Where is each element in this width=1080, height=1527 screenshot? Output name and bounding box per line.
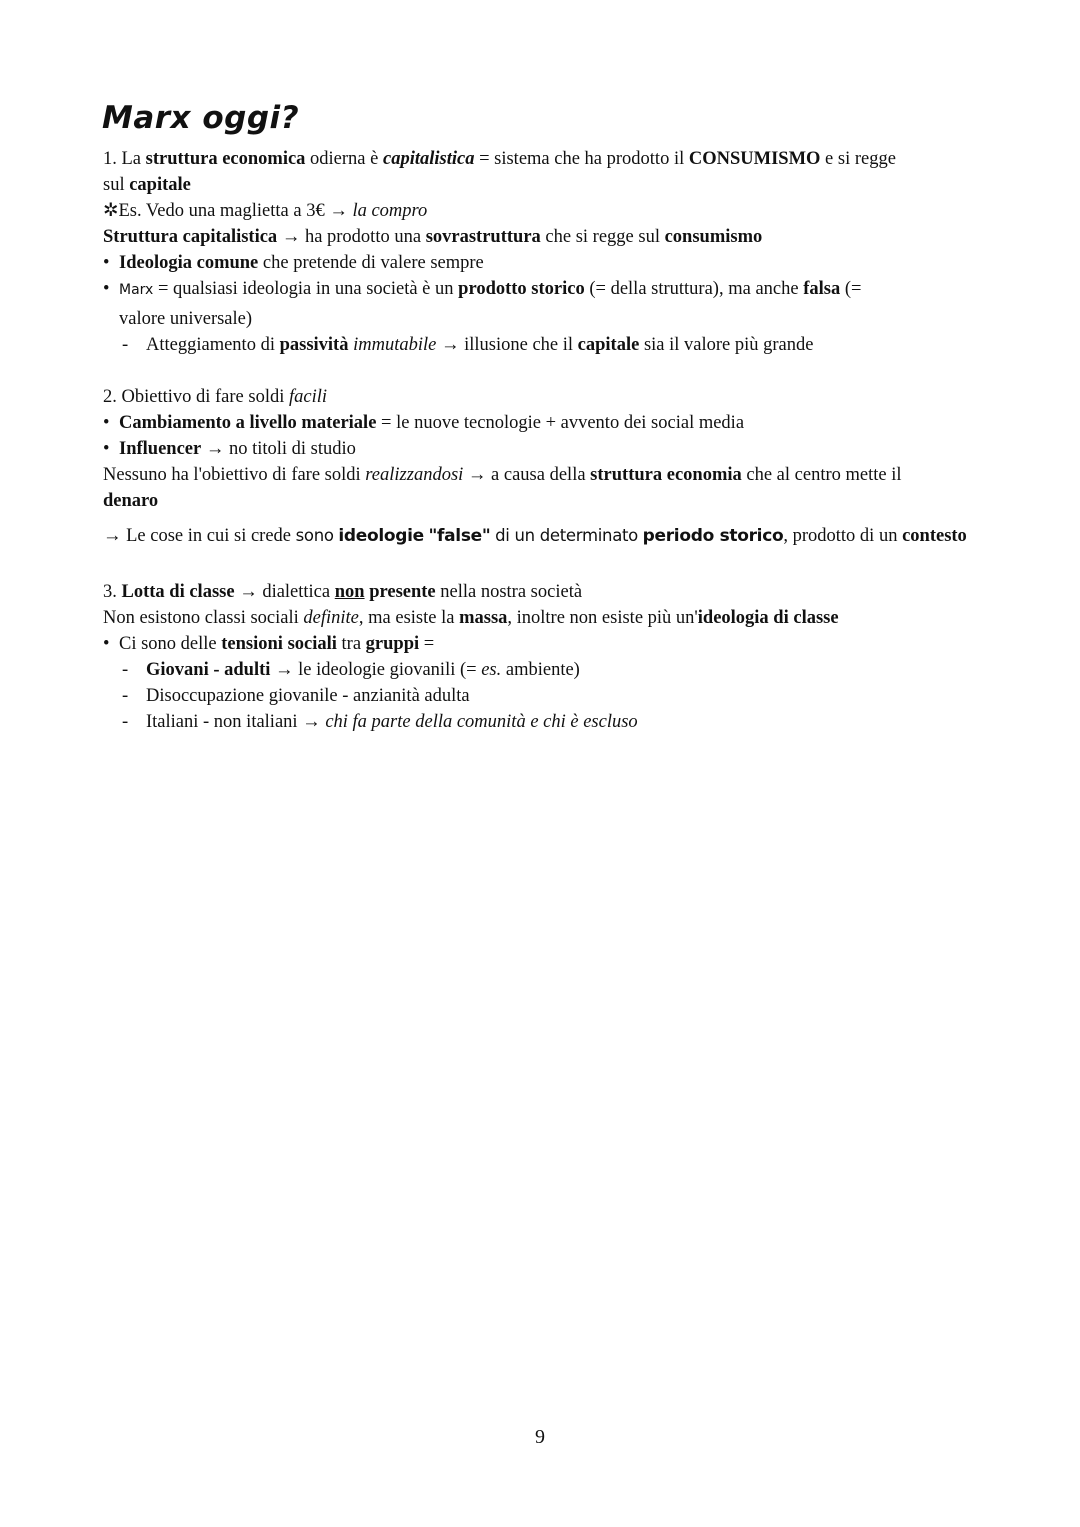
page-title: Marx oggi? bbox=[102, 100, 300, 136]
bullet-icon: • bbox=[103, 439, 110, 459]
structure-line: Struttura capitalistica → ha prodotto una sovrastruttura che si regge sul consumismo bbox=[103, 227, 763, 247]
paragraph-2-line-3: denaro bbox=[103, 491, 159, 511]
paragraph-1-line-2: sul capitale bbox=[103, 175, 191, 195]
bullet-cambiamento: • Cambiamento a livello materiale = le nuove tecnologie + avvento dei social media bbox=[103, 410, 744, 436]
conclusion-line: → Le cose in cui si crede sono ideologie "false" di un determinato periodo storico, prodotto di un contesto bbox=[103, 526, 967, 546]
paragraph-2-line-2: Nessuno ha l'obiettivo di fare soldi realizzandosi → a causa della struttura economia che al centro mette il bbox=[103, 465, 902, 485]
bullet-marx-continued: valore universale) bbox=[119, 309, 253, 329]
dash-icon: - bbox=[122, 686, 129, 706]
paragraph-3-line-1: 3. Lotta di classe → dialettica non presente nella nostra società bbox=[103, 582, 583, 602]
bullet-influencer: • Influencer → no titoli di studio bbox=[103, 436, 356, 462]
paragraph-3-line-2: Non esistono classi sociali definite, ma esiste la massa, inoltre non esiste più un'ideologia di classe bbox=[103, 608, 839, 628]
sub-bullet-disoccupazione: - Disoccupazione giovanile - anzianità adulta bbox=[122, 683, 470, 709]
bullet-icon: • bbox=[103, 634, 110, 654]
dash-icon: - bbox=[122, 712, 129, 732]
bullet-ideologia-comune: • Ideologia comune che pretende di valere sempre bbox=[103, 250, 484, 276]
page-number: 9 bbox=[535, 1426, 545, 1448]
dash-icon: - bbox=[122, 335, 129, 355]
bullet-marx: • Marx = qualsiasi ideologia in una società è un prodotto storico (= della struttura), ma anche falsa (= bbox=[103, 276, 861, 303]
bullet-icon: • bbox=[103, 279, 110, 299]
paragraph-1-line-1: 1. La struttura economica odierna è capitalistica = sistema che ha prodotto il CONSUMISMO e si regge bbox=[103, 149, 896, 169]
example-line: ✲Es. Vedo una maglietta a 3€ → la compro bbox=[103, 201, 428, 221]
sub-bullet-italiani: - Italiani - non italiani → chi fa parte della comunità e chi è escluso bbox=[122, 709, 638, 735]
bullet-icon: • bbox=[103, 413, 110, 433]
sub-bullet-passivita: - Atteggiamento di passività immutabile → illusione che il capitale sia il valore più grande bbox=[122, 332, 813, 358]
paragraph-2-line-1: 2. Obiettivo di fare soldi facili bbox=[103, 387, 328, 407]
sub-bullet-giovani: - Giovani - adulti → le ideologie giovanili (= es. ambiente) bbox=[122, 657, 580, 683]
bullet-icon: • bbox=[103, 253, 110, 273]
dash-icon: - bbox=[122, 660, 129, 680]
bullet-tensioni: • Ci sono delle tensioni sociali tra gruppi = bbox=[103, 631, 434, 657]
